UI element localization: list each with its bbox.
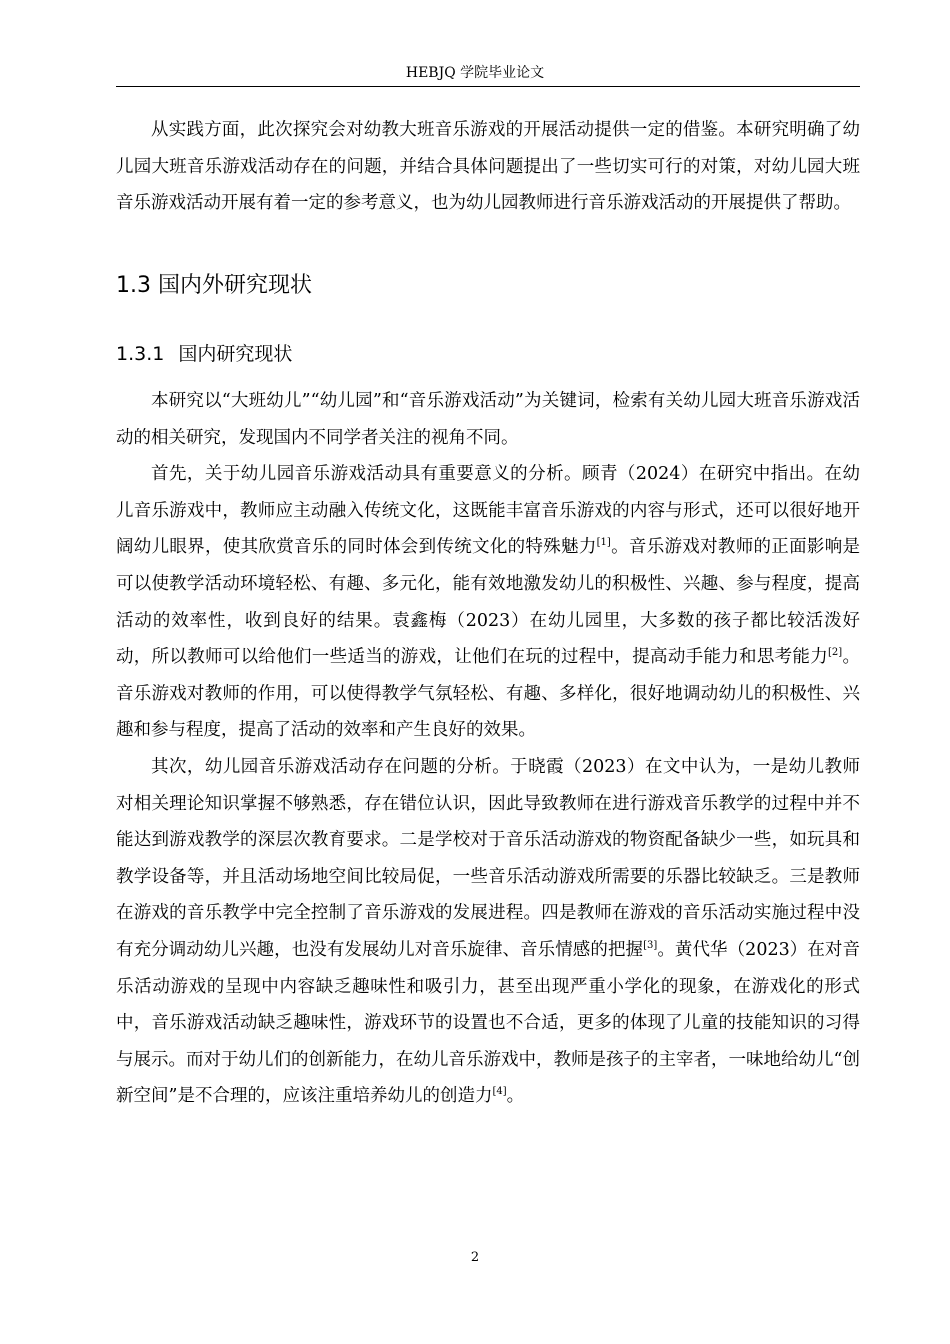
intro-paragraph: 从实践方面，此次探究会对幼教大班音乐游戏的开展活动提供一定的借鉴。本研究明确了幼儿园大班音乐游戏活动存在的问题，并结合具体问题提出了一些切实可行的对策，对幼儿园大班音乐游戏活动开展有着一定的参考意义，也为幼儿园教师进行音乐游戏活动的开展提供了帮助。 (116, 120, 860, 214)
paragraph-significance (116, 456, 860, 749)
section-heading (116, 270, 312, 302)
section-title: 国内外研究现状 (158, 273, 313, 298)
paragraph-problems (116, 749, 860, 1115)
subsection-number: 1.3.1 (116, 343, 165, 365)
paragraph-significance-text-2: 。音乐游戏对教师的正面影响是可以使教学活动环境轻松、有趣、多元化，能有效地激发幼儿的积极性、兴趣、参与程度，提高活动的效率性，收到良好的结果。袁鑫梅（2023）在幼儿园里，大多数的孩子都比较活泼好动，所以教师可以给他们一些适当的游戏，让他们在玩的过程中，提高动手能力和思考能力 (116, 537, 861, 668)
paragraph-problems-text-1: 其次，幼儿园音乐游戏活动存在问题的分析。于晓霞（2023）在文中认为，一是幼儿教师对相关理论知识掌握不够熟悉，存在错位认识，因此导致教师在进行游戏音乐教学的过程中并不能达到游戏教学的深层次教育要求。二是学校对于音乐活动游戏的物资配备缺少一些，如玩具和教学设备等，并且活动场地空间比较局促，一些音乐活动游戏所需要的乐器比较缺乏。三是教师在游戏的音乐教学中完全控制了音乐游戏的发展进程。四是教师在游戏的音乐活动实施过程中没有充分调动幼儿兴趣，也没有发展幼儿对音乐旋律、音乐情感的把握 (116, 756, 860, 960)
paragraph-problems-text-2: 。黄代华（2023）在对音乐活动游戏的呈现中内容缺乏趣味性和吸引力，甚至出现严重小学化的现象，在游戏化的形式中，音乐游戏活动缺乏趣味性，游戏环节的设置也不合适，更多的体现了儿童的技能知识的习得与展示。而对于幼儿们的创新能力，在幼儿音乐游戏中，教师是孩子的主宰者，一味地给幼儿“创新空间”是不合理的，应该注重培养幼儿的创造力 (116, 939, 860, 1107)
paragraph-significance-text-1: 首先，关于幼儿园音乐游戏活动具有重要意义的分析。顾青（2024）在研究中指出。在幼儿音乐游戏中，教师应主动融入传统文化，这既能丰富音乐游戏的内容与形式，还可以很好地开阔幼儿眼界，使其欣赏音乐的同时体会到传统文化的特殊魅力 (116, 464, 860, 558)
page-number: 2 (470, 1250, 480, 1265)
paragraph-problems-text-3: 。 (506, 1086, 525, 1107)
subsection-heading (116, 340, 292, 368)
citation-3: [3] (643, 939, 658, 951)
body-block (116, 383, 860, 1115)
citation-1: [1] (596, 537, 611, 549)
citation-2: [2] (828, 647, 843, 659)
intro-block (116, 112, 860, 222)
header-divider (116, 86, 860, 87)
paragraph-keywords (116, 383, 860, 456)
subsection-title: 国内研究现状 (178, 343, 293, 365)
citation-4: [4] (492, 1086, 507, 1098)
paragraph-keywords-text: 本研究以“大班幼儿”“幼儿园”和“音乐游戏活动”为关键词，检索有关幼儿园大班音乐游戏活动的相关研究，发现国内不同学者关注的视角不同。 (116, 391, 860, 448)
running-header: HEBJQ 学院毕业论文 (405, 65, 545, 81)
section-number: 1.3 (116, 273, 151, 298)
paragraph-significance-text-3: 。音乐游戏对教师的作用，可以使得教学气氛轻松、有趣、多样化，很好地调动幼儿的积极性、兴趣和参与程度，提高了活动的效率和产生良好的效果。 (116, 647, 861, 741)
